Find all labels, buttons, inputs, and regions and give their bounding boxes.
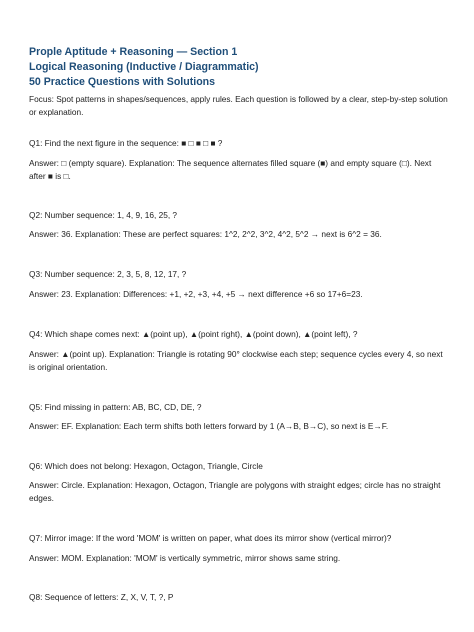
answer-5: Answer: EF. Explanation: Each term shifts both letters forward by 1 (A→B, B→C), so next is E→F. [29, 421, 389, 431]
question-7: Q7: Mirror image: If the word 'MOM' is written on paper, what does its mirror show (vertical mirror)? [29, 533, 392, 543]
answer-3: Answer: 23. Explanation: Differences: +1, +2, +3, +4, +5 → next difference +6 so 17+6=23. [29, 289, 363, 299]
answer-6: Answer: Circle. Explanation: Hexagon, Octagon, Triangle are polygons with straight edges; circle has no straight edges. [29, 480, 441, 503]
answer-7: Answer: MOM. Explanation: 'MOM' is vertically symmetric, mirror shows same string. [29, 553, 341, 563]
document-subtitle: Logical Reasoning (Inductive / Diagrammatic) [29, 61, 259, 73]
answer-2: Answer: 36. Explanation: These are perfect squares: 1^2, 2^2, 3^2, 4^2, 5^2 → next is 6^2 = 36. [29, 229, 382, 239]
document-title: Prople Aptitude + Reasoning — Section 1 [29, 46, 238, 58]
document-subheading: 50 Practice Questions with Solutions [29, 76, 216, 88]
document-header [29, 45, 449, 90]
question-1: Q1: Find the next figure in the sequence: ■ □ ■ □ ■ ? [29, 138, 223, 148]
question-3: Q3: Number sequence: 2, 3, 5, 8, 12, 17, ? [29, 269, 187, 279]
answer-4: Answer: ▲(point up). Explanation: Triangle is rotating 90° clockwise each step; sequence cycles every 4, so next is original orientation. [29, 349, 443, 372]
answer-1: Answer: □ (empty square). Explanation: The sequence alternates filled square (■) and empty square (□). Next after ■ is □. [29, 158, 432, 181]
question-8: Q8: Sequence of letters: Z, X, V, T, ?, P [29, 592, 174, 602]
question-2: Q2: Number sequence: 1, 4, 9, 16, 25, ? [29, 210, 178, 220]
question-4: Q4: Which shape comes next: ▲(point up), ▲(point right), ▲(point down), ▲(point left), ? [29, 329, 358, 339]
question-6: Q6: Which does not belong: Hexagon, Octagon, Triangle, Circle [29, 461, 263, 471]
focus-paragraph: Focus: Spot patterns in shapes/sequences, apply rules. Each question is followed by a clear, step-by-step solution or explanation. [29, 94, 448, 117]
question-5: Q5: Find missing in pattern: AB, BC, CD, DE, ? [29, 402, 202, 412]
